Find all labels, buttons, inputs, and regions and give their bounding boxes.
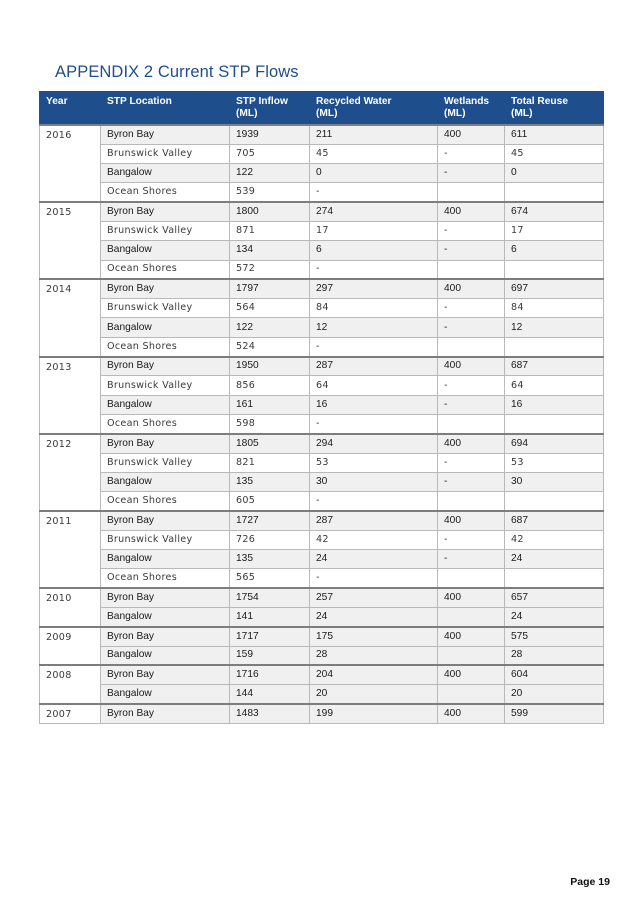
table-row xyxy=(40,607,604,626)
table-row xyxy=(40,395,604,414)
inflow-cell: 1727 xyxy=(230,511,310,530)
inflow-cell: 1800 xyxy=(230,202,310,221)
table-row xyxy=(40,337,604,356)
total-cell: 604 xyxy=(505,665,604,684)
wetlands-cell xyxy=(438,337,505,356)
recycled-cell: 274 xyxy=(310,202,438,221)
table-row xyxy=(40,569,604,588)
total-cell: 64 xyxy=(505,376,604,395)
header-location: STP Location xyxy=(101,92,230,126)
location-cell: Brunswick Valley xyxy=(101,530,230,549)
recycled-cell: 199 xyxy=(310,704,438,723)
wetlands-cell: 400 xyxy=(438,434,505,453)
header-year: Year xyxy=(40,92,101,126)
wetlands-cell: - xyxy=(438,376,505,395)
total-cell xyxy=(505,492,604,511)
total-cell: 24 xyxy=(505,550,604,569)
wetlands-cell: 400 xyxy=(438,279,505,298)
inflow-cell: 134 xyxy=(230,241,310,260)
location-cell: Byron Bay xyxy=(101,279,230,298)
wetlands-cell xyxy=(438,414,505,433)
header-total-line1: Total Reuse xyxy=(511,96,568,107)
wetlands-cell xyxy=(438,492,505,511)
inflow-cell: 1939 xyxy=(230,125,310,144)
wetlands-cell: 400 xyxy=(438,588,505,607)
inflow-cell: 1716 xyxy=(230,665,310,684)
wetlands-cell: - xyxy=(438,318,505,337)
inflow-cell: 564 xyxy=(230,299,310,318)
wetlands-cell xyxy=(438,646,505,665)
table-row xyxy=(40,588,604,607)
wetlands-cell: - xyxy=(438,221,505,240)
header-recycled xyxy=(310,92,438,126)
header-recycled-line1: Recycled Water xyxy=(316,96,392,107)
table-row xyxy=(40,221,604,240)
total-cell: 53 xyxy=(505,453,604,472)
recycled-cell: 297 xyxy=(310,279,438,298)
total-cell: 84 xyxy=(505,299,604,318)
location-cell: Bangalow xyxy=(101,241,230,260)
recycled-cell: 45 xyxy=(310,144,438,163)
location-cell: Brunswick Valley xyxy=(101,144,230,163)
recycled-cell: 0 xyxy=(310,164,438,183)
inflow-cell: 1805 xyxy=(230,434,310,453)
location-cell: Byron Bay xyxy=(101,627,230,646)
location-cell: Byron Bay xyxy=(101,665,230,684)
inflow-cell: 122 xyxy=(230,318,310,337)
wetlands-cell: - xyxy=(438,472,505,491)
recycled-cell: 53 xyxy=(310,453,438,472)
recycled-cell: - xyxy=(310,492,438,511)
recycled-cell: - xyxy=(310,569,438,588)
total-cell: 6 xyxy=(505,241,604,260)
recycled-cell: 6 xyxy=(310,241,438,260)
inflow-cell: 1483 xyxy=(230,704,310,723)
inflow-cell: 856 xyxy=(230,376,310,395)
inflow-cell: 539 xyxy=(230,183,310,202)
total-cell: 16 xyxy=(505,395,604,414)
table-row xyxy=(40,125,604,144)
table-row xyxy=(40,376,604,395)
inflow-cell: 1950 xyxy=(230,357,310,376)
inflow-cell: 605 xyxy=(230,492,310,511)
table-row xyxy=(40,434,604,453)
location-cell: Ocean Shores xyxy=(101,337,230,356)
inflow-cell: 161 xyxy=(230,395,310,414)
location-cell: Bangalow xyxy=(101,395,230,414)
location-cell: Bangalow xyxy=(101,318,230,337)
recycled-cell: 24 xyxy=(310,607,438,626)
stp-flows-table xyxy=(39,91,604,724)
table-row xyxy=(40,164,604,183)
location-cell: Byron Bay xyxy=(101,202,230,221)
location-cell: Bangalow xyxy=(101,550,230,569)
table-row xyxy=(40,357,604,376)
location-cell: Ocean Shores xyxy=(101,492,230,511)
total-cell: 575 xyxy=(505,627,604,646)
wetlands-cell: - xyxy=(438,164,505,183)
inflow-cell: 1797 xyxy=(230,279,310,298)
table-row xyxy=(40,279,604,298)
location-cell: Bangalow xyxy=(101,685,230,704)
header-total-line2: (ML) xyxy=(511,108,533,119)
total-cell: 697 xyxy=(505,279,604,298)
total-cell: 17 xyxy=(505,221,604,240)
header-wetlands-line1: Wetlands xyxy=(444,96,490,107)
year-cell: 2010 xyxy=(40,588,101,627)
header-inflow-line2: (ML) xyxy=(236,108,258,119)
recycled-cell: 204 xyxy=(310,665,438,684)
inflow-cell: 144 xyxy=(230,685,310,704)
inflow-cell: 821 xyxy=(230,453,310,472)
table-row xyxy=(40,299,604,318)
total-cell: 0 xyxy=(505,164,604,183)
total-cell xyxy=(505,414,604,433)
inflow-cell: 1754 xyxy=(230,588,310,607)
location-cell: Bangalow xyxy=(101,164,230,183)
total-cell: 45 xyxy=(505,144,604,163)
location-cell: Brunswick Valley xyxy=(101,376,230,395)
inflow-cell: 159 xyxy=(230,646,310,665)
recycled-cell: 12 xyxy=(310,318,438,337)
table-row xyxy=(40,550,604,569)
recycled-cell: - xyxy=(310,337,438,356)
wetlands-cell: - xyxy=(438,530,505,549)
total-cell: 20 xyxy=(505,685,604,704)
year-cell: 2008 xyxy=(40,665,101,704)
total-cell xyxy=(505,183,604,202)
table-row xyxy=(40,318,604,337)
table-body xyxy=(40,125,604,723)
header-inflow-line1: STP Inflow xyxy=(236,96,288,107)
table-row xyxy=(40,260,604,279)
inflow-cell: 598 xyxy=(230,414,310,433)
location-cell: Byron Bay xyxy=(101,357,230,376)
page-number: Page 19 xyxy=(570,876,610,888)
total-cell: 687 xyxy=(505,357,604,376)
recycled-cell: 287 xyxy=(310,357,438,376)
location-cell: Bangalow xyxy=(101,472,230,491)
wetlands-cell xyxy=(438,569,505,588)
wetlands-cell: 400 xyxy=(438,125,505,144)
wetlands-cell: - xyxy=(438,299,505,318)
year-cell: 2007 xyxy=(40,704,101,723)
year-cell: 2015 xyxy=(40,202,101,279)
wetlands-cell: 400 xyxy=(438,665,505,684)
location-cell: Ocean Shores xyxy=(101,569,230,588)
inflow-cell: 122 xyxy=(230,164,310,183)
total-cell: 12 xyxy=(505,318,604,337)
table-row xyxy=(40,646,604,665)
recycled-cell: 84 xyxy=(310,299,438,318)
location-cell: Ocean Shores xyxy=(101,260,230,279)
inflow-cell: 565 xyxy=(230,569,310,588)
inflow-cell: 135 xyxy=(230,472,310,491)
location-cell: Ocean Shores xyxy=(101,183,230,202)
wetlands-cell: 400 xyxy=(438,627,505,646)
recycled-cell: 20 xyxy=(310,685,438,704)
inflow-cell: 726 xyxy=(230,530,310,549)
table-row xyxy=(40,511,604,530)
location-cell: Byron Bay xyxy=(101,588,230,607)
inflow-cell: 524 xyxy=(230,337,310,356)
location-cell: Ocean Shores xyxy=(101,414,230,433)
table-row xyxy=(40,202,604,221)
recycled-cell: 294 xyxy=(310,434,438,453)
table-header-row xyxy=(40,92,604,126)
location-cell: Byron Bay xyxy=(101,704,230,723)
recycled-cell: 16 xyxy=(310,395,438,414)
table-row xyxy=(40,665,604,684)
year-cell: 2012 xyxy=(40,434,101,511)
table-row xyxy=(40,627,604,646)
recycled-cell: 64 xyxy=(310,376,438,395)
wetlands-cell: 400 xyxy=(438,202,505,221)
total-cell: 611 xyxy=(505,125,604,144)
total-cell: 599 xyxy=(505,704,604,723)
recycled-cell: 287 xyxy=(310,511,438,530)
total-cell: 687 xyxy=(505,511,604,530)
total-cell xyxy=(505,260,604,279)
inflow-cell: 1717 xyxy=(230,627,310,646)
wetlands-cell: - xyxy=(438,453,505,472)
wetlands-cell: 400 xyxy=(438,357,505,376)
recycled-cell: 30 xyxy=(310,472,438,491)
total-cell xyxy=(505,569,604,588)
location-cell: Brunswick Valley xyxy=(101,221,230,240)
inflow-cell: 705 xyxy=(230,144,310,163)
inflow-cell: 572 xyxy=(230,260,310,279)
recycled-cell: 24 xyxy=(310,550,438,569)
header-inflow xyxy=(230,92,310,126)
year-cell: 2014 xyxy=(40,279,101,356)
wetlands-cell xyxy=(438,183,505,202)
table-row xyxy=(40,704,604,723)
header-wetlands-line2: (ML) xyxy=(444,108,466,119)
recycled-cell: 257 xyxy=(310,588,438,607)
recycled-cell: 42 xyxy=(310,530,438,549)
location-cell: Brunswick Valley xyxy=(101,299,230,318)
table-row xyxy=(40,472,604,491)
total-cell: 657 xyxy=(505,588,604,607)
total-cell: 674 xyxy=(505,202,604,221)
table-row xyxy=(40,414,604,433)
header-total xyxy=(505,92,604,126)
recycled-cell: 211 xyxy=(310,125,438,144)
inflow-cell: 871 xyxy=(230,221,310,240)
wetlands-cell: - xyxy=(438,241,505,260)
table-row xyxy=(40,685,604,704)
year-cell: 2013 xyxy=(40,357,101,434)
wetlands-cell: 400 xyxy=(438,704,505,723)
inflow-cell: 135 xyxy=(230,550,310,569)
total-cell: 24 xyxy=(505,607,604,626)
recycled-cell: 28 xyxy=(310,646,438,665)
wetlands-cell xyxy=(438,607,505,626)
header-recycled-line2: (ML) xyxy=(316,108,338,119)
wetlands-cell: - xyxy=(438,395,505,414)
location-cell: Bangalow xyxy=(101,646,230,665)
location-cell: Byron Bay xyxy=(101,434,230,453)
recycled-cell: 17 xyxy=(310,221,438,240)
wetlands-cell: - xyxy=(438,550,505,569)
location-cell: Byron Bay xyxy=(101,125,230,144)
inflow-cell: 141 xyxy=(230,607,310,626)
location-cell: Brunswick Valley xyxy=(101,453,230,472)
wetlands-cell xyxy=(438,685,505,704)
location-cell: Bangalow xyxy=(101,607,230,626)
recycled-cell: 175 xyxy=(310,627,438,646)
year-cell: 2011 xyxy=(40,511,101,588)
table-row xyxy=(40,183,604,202)
wetlands-cell: - xyxy=(438,144,505,163)
total-cell: 30 xyxy=(505,472,604,491)
recycled-cell: - xyxy=(310,260,438,279)
table-row xyxy=(40,241,604,260)
recycled-cell: - xyxy=(310,183,438,202)
recycled-cell: - xyxy=(310,414,438,433)
total-cell: 694 xyxy=(505,434,604,453)
header-wetlands xyxy=(438,92,505,126)
year-cell: 2016 xyxy=(40,125,101,202)
page-title: APPENDIX 2 Current STP Flows xyxy=(55,63,299,81)
table-row xyxy=(40,453,604,472)
table-row xyxy=(40,492,604,511)
total-cell xyxy=(505,337,604,356)
table-row xyxy=(40,144,604,163)
wetlands-cell xyxy=(438,260,505,279)
wetlands-cell: 400 xyxy=(438,511,505,530)
location-cell: Byron Bay xyxy=(101,511,230,530)
table-row xyxy=(40,530,604,549)
total-cell: 28 xyxy=(505,646,604,665)
total-cell: 42 xyxy=(505,530,604,549)
year-cell: 2009 xyxy=(40,627,101,666)
